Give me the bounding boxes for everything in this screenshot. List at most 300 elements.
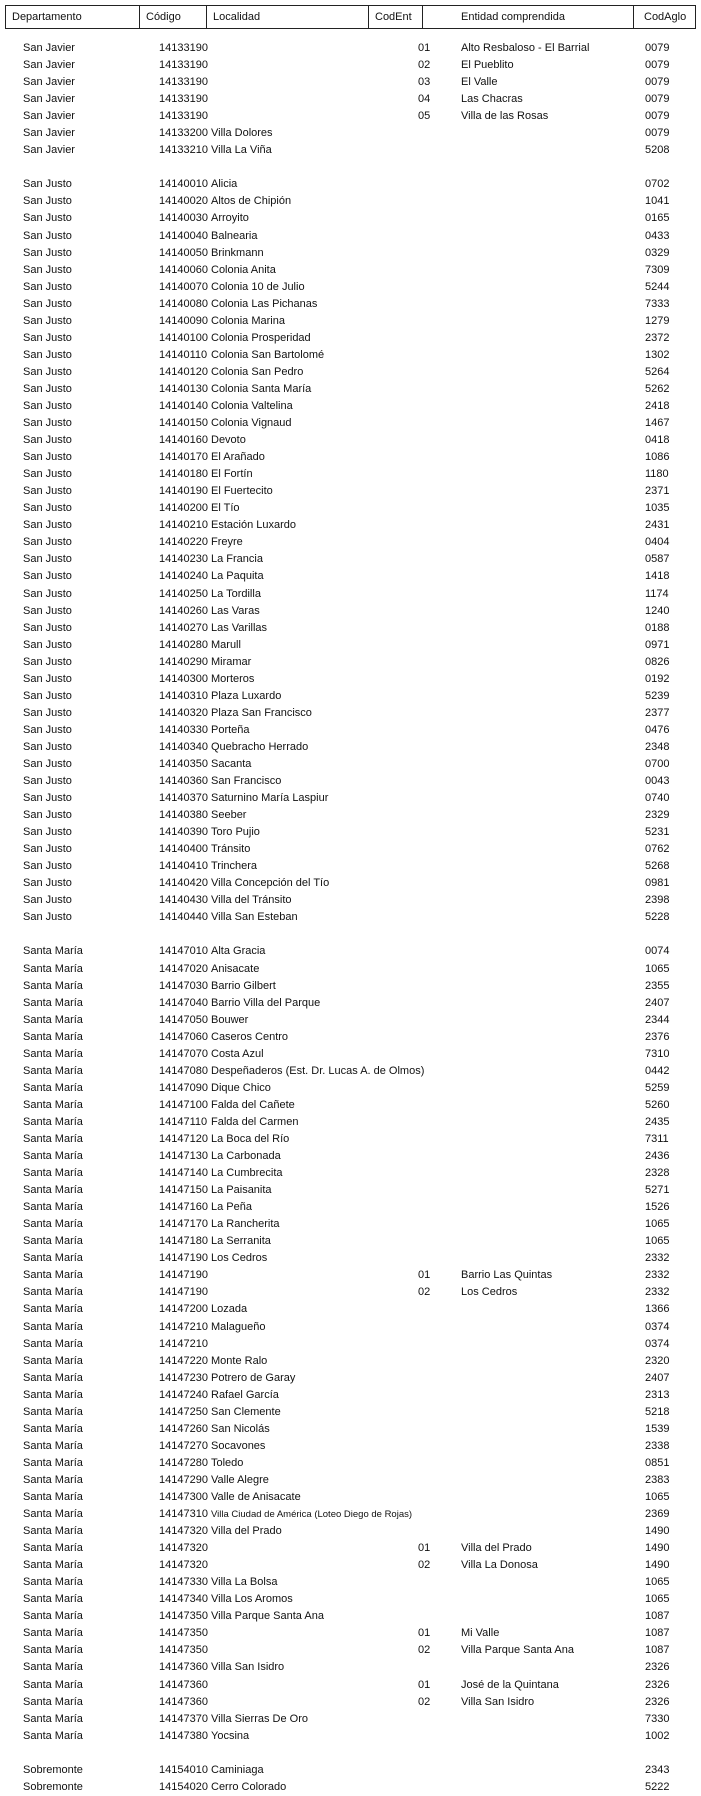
codaglo-cell: 2326	[645, 1678, 670, 1691]
table-row	[0, 1608, 701, 1625]
codent-cell: 01	[418, 1269, 431, 1282]
table-row	[0, 1046, 701, 1063]
entidad-cell: Mi Valle	[461, 1627, 500, 1640]
departamento-cell: San Justo	[23, 553, 72, 566]
table-row	[0, 1012, 701, 1029]
codigo-cell: 14140090	[159, 314, 208, 327]
codigo-cell: 14140020	[159, 195, 208, 208]
table-row	[0, 1472, 701, 1489]
entidad-cell: Villa de las Rosas	[461, 110, 549, 123]
codigo-cell: 14147010	[159, 945, 208, 958]
codigo-cell: 14140220	[159, 536, 208, 549]
localidad-cell: La Boca del Río	[211, 1133, 290, 1145]
codigo-cell: 14140260	[159, 604, 208, 617]
codaglo-cell: 2355	[645, 979, 670, 992]
departamento-cell: Santa María	[23, 962, 83, 975]
codigo-cell: 14147050	[159, 1013, 208, 1026]
codigo-cell: 14147330	[159, 1576, 208, 1589]
departamento-cell: Santa María	[23, 1354, 83, 1367]
table-row	[0, 176, 701, 193]
localidad-cell: Caminiaga	[211, 1763, 264, 1776]
codaglo-cell: 5260	[645, 1098, 670, 1111]
localidad-cell: Toro Pujio	[211, 826, 260, 839]
codigo-cell: 14140300	[159, 672, 208, 685]
table-row	[0, 568, 701, 585]
codaglo-cell: 7310	[645, 1047, 670, 1060]
codaglo-cell: 2377	[645, 706, 670, 719]
table-row	[0, 756, 701, 773]
codigo-cell: 14147360	[159, 1695, 208, 1708]
departamento-cell: San Justo	[23, 178, 72, 191]
departamento-cell: Santa María	[23, 1286, 83, 1299]
table-row	[0, 1370, 701, 1387]
departamento-cell: San Javier	[23, 42, 75, 54]
localidad-cell: Colonia Valtelina	[211, 399, 293, 412]
table-row	[0, 1711, 701, 1728]
table-row	[0, 551, 701, 568]
codaglo-cell: 2338	[645, 1439, 670, 1452]
codigo-cell: 14140180	[159, 468, 208, 481]
codaglo-cell: 1002	[645, 1729, 670, 1742]
entidad-cell: Alto Resbaloso - El Barrial	[461, 42, 590, 54]
codaglo-cell: 1035	[645, 502, 670, 515]
localidad-cell: Caseros Centro	[211, 1030, 289, 1043]
table-row	[0, 978, 701, 995]
departamento-cell: Santa María	[23, 1218, 83, 1231]
codigo-cell: 14154010	[159, 1763, 208, 1776]
codaglo-cell: 2332	[645, 1269, 670, 1282]
codaglo-cell: 0740	[645, 792, 670, 805]
localidad-cell: Saturnino María Laspiur	[211, 792, 329, 805]
codaglo-cell: 1065	[645, 1576, 670, 1589]
departamento-cell: San Javier	[23, 76, 75, 89]
departamento-cell: Santa María	[23, 1098, 83, 1111]
table-row	[0, 909, 701, 926]
codigo-cell: 14147190	[159, 1269, 208, 1282]
entidad-cell: Los Cedros	[461, 1286, 518, 1299]
codigo-cell: 14140100	[159, 331, 208, 344]
table-row	[0, 1250, 701, 1267]
codaglo-cell: 0043	[645, 775, 670, 788]
localidad-cell: Miramar	[211, 655, 252, 668]
departamento-cell: Santa María	[23, 1610, 83, 1623]
departamento-cell: San Javier	[23, 93, 75, 106]
localidad-cell: Villa del Prado	[211, 1525, 282, 1538]
codaglo-cell: 2343	[645, 1763, 670, 1776]
table-row	[0, 330, 701, 347]
departamento-cell: Santa María	[23, 1337, 83, 1350]
codent-cell: 02	[418, 1559, 431, 1572]
table-row	[0, 415, 701, 432]
codigo-cell: 14147300	[159, 1490, 208, 1503]
codigo-cell: 14140230	[159, 553, 208, 566]
entidad-cell: El Pueblito	[461, 59, 514, 72]
table-row	[0, 193, 701, 210]
codigo-cell: 14147360	[159, 1678, 208, 1691]
codigo-cell: 14154020	[159, 1780, 208, 1793]
departamento-cell: San Justo	[23, 757, 72, 770]
table-row	[0, 1523, 701, 1540]
localidad-cell: Las Varillas	[211, 621, 268, 634]
codigo-cell: 14140210	[159, 519, 208, 532]
codaglo-cell: 2407	[645, 1371, 670, 1384]
table-row	[0, 449, 701, 466]
table-row	[0, 654, 701, 671]
departamento-cell: Santa María	[23, 1525, 83, 1538]
departamento-cell: Santa María	[23, 1150, 83, 1163]
header-departamento: Departamento	[5, 5, 140, 29]
codaglo-cell: 2313	[645, 1388, 670, 1401]
departamento-cell: San Justo	[23, 860, 72, 873]
localidad-cell: Porteña	[211, 723, 250, 736]
localidad-cell: Seeber	[211, 809, 247, 822]
codigo-cell: 14140140	[159, 399, 208, 412]
departamento-cell: Santa María	[23, 1456, 83, 1469]
localidad-cell: Morteros	[211, 672, 255, 685]
departamento-cell: San Justo	[23, 314, 72, 327]
table-row	[0, 1574, 701, 1591]
table-row	[0, 1114, 701, 1131]
header-localidad: Localidad	[206, 5, 369, 29]
departamento-cell: San Justo	[23, 502, 72, 515]
departamento-cell: Santa María	[23, 1439, 83, 1452]
codigo-cell: 14147380	[159, 1729, 208, 1742]
codaglo-cell: 0826	[645, 655, 670, 668]
codaglo-cell: 2326	[645, 1661, 670, 1674]
localidad-cell: Villa Concepción del Tío	[211, 877, 330, 890]
localidad-cell: Villa Parque Santa Ana	[211, 1610, 324, 1623]
departamento-cell: Santa María	[23, 979, 83, 992]
localidad-cell: Villa Ciudad de América (Loteo Diego de Rojas)	[211, 1509, 413, 1521]
departamento-cell: Santa María	[23, 1627, 83, 1640]
codent-cell: 02	[418, 1695, 431, 1708]
departamento-cell: Santa María	[23, 1593, 83, 1606]
table-row	[0, 1199, 701, 1216]
departamento-cell: Santa María	[23, 1542, 83, 1555]
table-row	[0, 807, 701, 824]
table-row	[0, 1506, 701, 1523]
codigo-cell: 14133210	[159, 144, 208, 157]
section-spacer	[0, 1745, 701, 1762]
departamento-cell: Santa María	[23, 1661, 83, 1674]
table-row	[0, 1029, 701, 1046]
codent-cell: 01	[418, 1542, 431, 1555]
table-row	[0, 1080, 701, 1097]
localidad-cell: Villa La Viña	[211, 144, 272, 157]
localidad-cell: Altos de Chipión	[211, 195, 292, 208]
codigo-cell: 14140330	[159, 723, 208, 736]
localidad-cell: Bouwer	[211, 1013, 249, 1026]
table-row	[0, 347, 701, 364]
departamento-cell: Santa María	[23, 1047, 83, 1060]
departamento-cell: San Justo	[23, 519, 72, 532]
localidad-cell: La Carbonada	[211, 1150, 281, 1163]
table-row	[0, 483, 701, 500]
departamento-cell: San Justo	[23, 280, 72, 293]
table-row	[0, 688, 701, 705]
codigo-cell: 14147040	[159, 996, 208, 1009]
codigo-cell: 14147230	[159, 1371, 208, 1384]
codaglo-cell: 5264	[645, 365, 670, 378]
codaglo-cell: 2320	[645, 1354, 670, 1367]
table-row	[0, 1131, 701, 1148]
codaglo-cell: 0079	[645, 127, 670, 140]
entidad-cell: Villa Parque Santa Ana	[461, 1644, 574, 1657]
localidad-cell: Las Varas	[211, 604, 260, 617]
table-row	[0, 739, 701, 756]
codigo-cell: 14140280	[159, 638, 208, 651]
localidad-cell: San Nicolás	[211, 1422, 270, 1435]
localidad-cell: Tránsito	[211, 843, 251, 856]
table-row	[0, 1267, 701, 1284]
codigo-cell: 14140250	[159, 587, 208, 600]
localidad-cell: San Clemente	[211, 1405, 281, 1418]
departamento-cell: San Justo	[23, 451, 72, 464]
entidad-cell: Barrio Las Quintas	[461, 1269, 553, 1282]
localidad-cell: Colonia San Bartolomé	[211, 348, 325, 361]
table-row	[0, 1063, 701, 1080]
codaglo-cell: 5244	[645, 280, 670, 293]
codaglo-cell: 2407	[645, 996, 670, 1009]
table-row	[0, 858, 701, 875]
codent-cell: 03	[418, 76, 431, 89]
codaglo-cell: 2348	[645, 740, 670, 753]
codigo-cell: 14147190	[159, 1286, 208, 1299]
departamento-cell: Santa María	[23, 996, 83, 1009]
codigo-cell: 14147160	[159, 1201, 208, 1214]
departamento-cell: San Justo	[23, 911, 72, 924]
localidad-cell: El Fuertecito	[211, 485, 273, 498]
table-row	[0, 1642, 701, 1659]
codaglo-cell: 5271	[645, 1184, 670, 1197]
codaglo-cell: 1490	[645, 1559, 670, 1572]
departamento-cell: San Justo	[23, 723, 72, 736]
codaglo-cell: 1065	[645, 962, 670, 975]
table-row	[0, 245, 701, 262]
table-row	[0, 432, 701, 449]
table-row	[0, 1762, 701, 1779]
departamento-cell: San Javier	[23, 127, 75, 140]
codaglo-cell: 7311	[645, 1133, 669, 1145]
localidad-cell: Sacanta	[211, 757, 252, 770]
codaglo-cell: 1065	[645, 1235, 670, 1248]
localidad-cell: Colonia Marina	[211, 314, 285, 327]
localidad-cell: Devoto	[211, 434, 246, 447]
table-row	[0, 1659, 701, 1676]
departamento-cell: Santa María	[23, 1371, 83, 1384]
codaglo-cell: 1539	[645, 1422, 670, 1435]
table-row	[0, 279, 701, 296]
table-row	[0, 40, 701, 57]
localidad-cell: Trinchera	[211, 860, 258, 873]
codigo-cell: 14147070	[159, 1047, 208, 1060]
codaglo-cell: 1418	[645, 570, 670, 583]
codaglo-cell: 1490	[645, 1542, 670, 1555]
codigo-cell: 14147100	[159, 1098, 208, 1111]
departamento-cell: Santa María	[23, 1013, 83, 1026]
departamento-cell: San Justo	[23, 877, 72, 890]
departamento-cell: San Justo	[23, 604, 72, 617]
codigo-cell: 14147320	[159, 1525, 208, 1538]
departamento-cell: Santa María	[23, 1167, 83, 1180]
departamento-cell: San Justo	[23, 434, 72, 447]
localidad-cell: La Rancherita	[211, 1218, 280, 1231]
table-row	[0, 620, 701, 637]
departamento-cell: Santa María	[23, 1184, 83, 1197]
departamento-cell: Santa María	[23, 1490, 83, 1503]
codigo-cell: 14140380	[159, 809, 208, 822]
departamento-cell: San Justo	[23, 331, 72, 344]
table-row	[0, 1728, 701, 1745]
table-row	[0, 1438, 701, 1455]
codaglo-cell: 1041	[645, 195, 670, 208]
codigo-cell: 14140200	[159, 502, 208, 515]
codigo-cell: 14140080	[159, 297, 208, 310]
codaglo-cell: 1467	[645, 417, 670, 430]
table-row	[0, 1455, 701, 1472]
codigo-cell: 14147110	[159, 1115, 208, 1128]
codigo-cell: 14147180	[159, 1235, 208, 1248]
table-row	[0, 91, 701, 108]
departamento-cell: Santa María	[23, 1695, 83, 1708]
departamento-cell: San Justo	[23, 536, 72, 549]
table-row	[0, 228, 701, 245]
codigo-cell: 14147320	[159, 1542, 208, 1555]
codigo-cell: 14140010	[159, 178, 208, 191]
codaglo-cell: 2332	[645, 1286, 670, 1299]
entidad-cell: El Valle	[461, 76, 498, 89]
codigo-cell: 14147340	[159, 1593, 208, 1606]
table-row	[0, 57, 701, 74]
localidad-cell: Plaza San Francisco	[211, 706, 312, 719]
localidad-cell: Colonia 10 de Julio	[211, 280, 305, 293]
table-row	[0, 773, 701, 790]
codigo-cell: 14147190	[159, 1252, 208, 1265]
localidad-cell: Barrio Gilbert	[211, 979, 276, 992]
localidad-cell: El Arañado	[211, 451, 265, 464]
codigo-cell: 14140120	[159, 365, 208, 378]
localidad-cell: La Paquita	[211, 570, 264, 583]
codaglo-cell: 0074	[645, 945, 670, 958]
codigo-cell: 14147030	[159, 979, 208, 992]
codigo-cell: 14147200	[159, 1303, 208, 1316]
table-row	[0, 722, 701, 739]
codigo-cell: 14147370	[159, 1712, 208, 1725]
departamento-cell: San Javier	[23, 144, 75, 157]
table-row	[0, 1694, 701, 1711]
departamento-cell: Santa María	[23, 1559, 83, 1572]
codaglo-cell: 0433	[645, 229, 670, 242]
departamento-cell: Santa María	[23, 1252, 83, 1265]
codaglo-cell: 0442	[645, 1064, 670, 1077]
departamento-cell: San Justo	[23, 672, 72, 685]
table-row	[0, 1625, 701, 1642]
codigo-cell: 14147320	[159, 1559, 208, 1572]
localidad-cell: Villa Dolores	[211, 127, 273, 140]
codaglo-cell: 5208	[645, 144, 670, 157]
table-row	[0, 841, 701, 858]
codaglo-cell: 1065	[645, 1218, 670, 1231]
localidad-cell: Despeñaderos (Est. Dr. Lucas A. de Olmos)	[211, 1064, 425, 1077]
departamento-cell: Santa María	[23, 1030, 83, 1043]
departamento-cell: Santa María	[23, 1422, 83, 1435]
section-spacer	[0, 159, 701, 176]
table-row	[0, 142, 701, 159]
departamento-cell: San Justo	[23, 399, 72, 412]
localidad-cell: Estación Luxardo	[211, 519, 296, 532]
departamento-cell: Santa María	[23, 1064, 83, 1077]
table-row	[0, 671, 701, 688]
codigo-cell: 14147220	[159, 1354, 208, 1367]
codaglo-cell: 7309	[645, 263, 670, 276]
codigo-cell: 14147140	[159, 1167, 208, 1180]
departamento-cell: San Justo	[23, 775, 72, 788]
localidad-cell: Valle de Anisacate	[211, 1490, 301, 1503]
header-codigo: Código	[139, 5, 207, 29]
section-spacer	[0, 926, 701, 943]
codigo-cell: 14140290	[159, 655, 208, 668]
table-row	[0, 824, 701, 841]
localidad-cell: Arroyito	[211, 212, 249, 225]
localidad-cell: Valle Alegre	[211, 1473, 269, 1486]
table-row	[0, 1557, 701, 1574]
departamento-cell: San Justo	[23, 468, 72, 481]
codigo-cell: 14140320	[159, 706, 208, 719]
codaglo-cell: 2431	[645, 519, 670, 532]
table-row	[0, 313, 701, 330]
localidad-cell: El Tío	[211, 502, 240, 515]
codigo-cell: 14147130	[159, 1150, 208, 1163]
localidad-cell: Toledo	[211, 1456, 244, 1469]
codaglo-cell: 2344	[645, 1013, 670, 1026]
codigo-cell: 14140340	[159, 740, 208, 753]
codaglo-cell: 0079	[645, 110, 670, 123]
codigo-cell: 14147170	[159, 1218, 208, 1231]
table-row	[0, 961, 701, 978]
codigo-cell: 14147060	[159, 1030, 208, 1043]
codaglo-cell: 0329	[645, 246, 670, 259]
departamento-cell: Santa María	[23, 1320, 83, 1333]
localidad-cell: Socavones	[211, 1439, 266, 1452]
departamento-cell: San Justo	[23, 570, 72, 583]
localidad-cell: Villa del Tránsito	[211, 894, 292, 907]
localidad-cell: Villa San Esteban	[211, 911, 298, 924]
localidad-cell: Yocsina	[211, 1729, 250, 1742]
departamento-cell: Santa María	[23, 1133, 83, 1145]
codent-cell: 01	[418, 42, 431, 54]
codaglo-cell: 0374	[645, 1337, 670, 1350]
table-row	[0, 1319, 701, 1336]
codigo-cell: 14147350	[159, 1644, 208, 1657]
codaglo-cell: 0079	[645, 59, 670, 72]
codigo-cell: 14147120	[159, 1133, 208, 1145]
localidad-cell: Colonia Vignaud	[211, 417, 292, 430]
codigo-cell: 14133190	[159, 76, 208, 89]
departamento-cell: Sobremonte	[23, 1780, 83, 1793]
departamento-cell: San Justo	[23, 638, 72, 651]
codigo-cell: 14140430	[159, 894, 208, 907]
codigo-cell: 14140420	[159, 877, 208, 890]
codigo-cell: 14147090	[159, 1081, 208, 1094]
departamento-cell: San Justo	[23, 348, 72, 361]
codaglo-cell: 2328	[645, 1167, 670, 1180]
codaglo-cell: 2418	[645, 399, 670, 412]
codaglo-cell: 5228	[645, 911, 670, 924]
departamento-cell: San Javier	[23, 110, 75, 123]
departamento-cell: Santa María	[23, 1081, 83, 1094]
localidad-cell: Anisacate	[211, 962, 260, 975]
table-row	[0, 1182, 701, 1199]
